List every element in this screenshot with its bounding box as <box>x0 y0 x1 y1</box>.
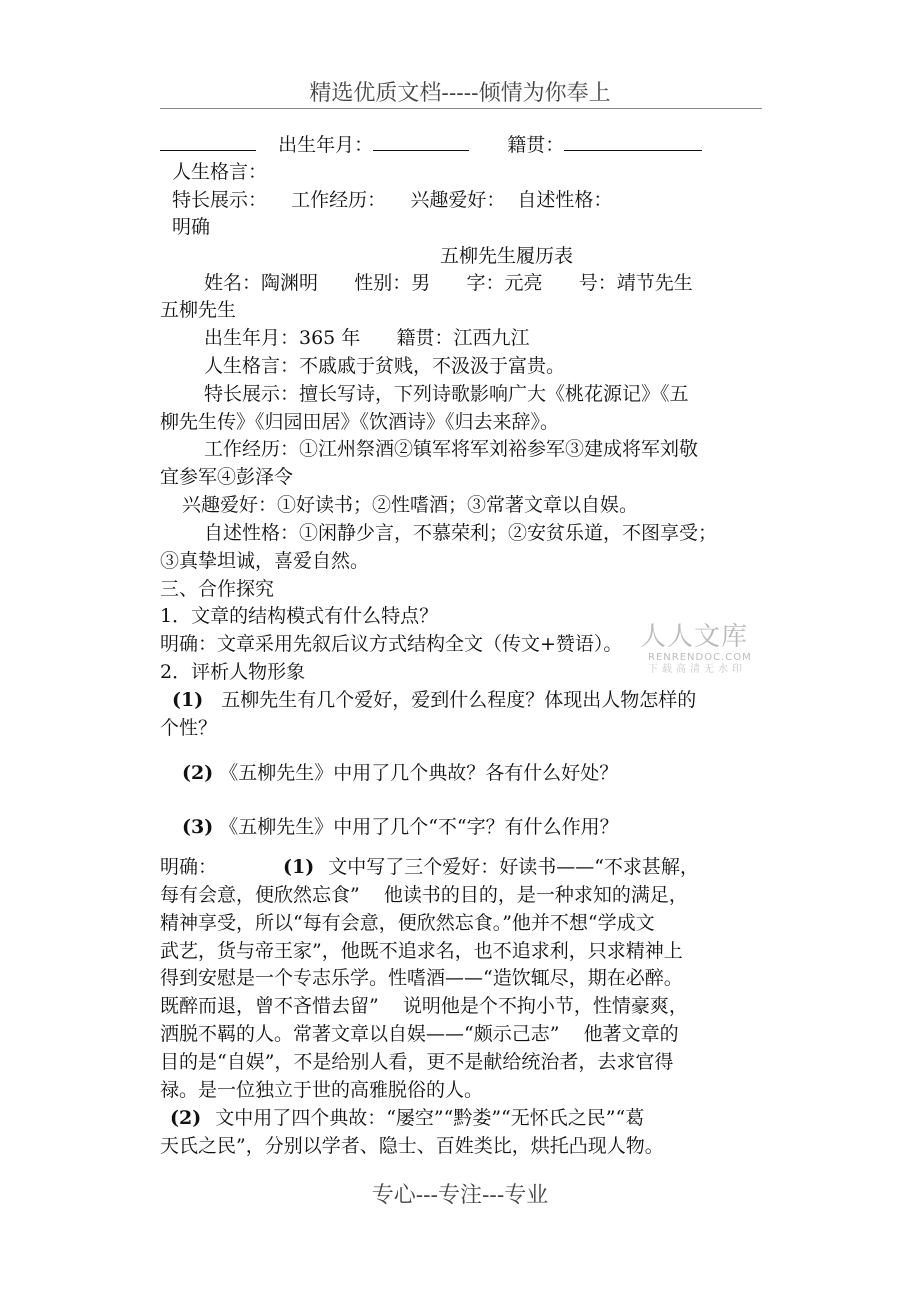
resume-name-line: 姓名：陶渊明 性别：男 字：元亮 号：靖节先生 <box>204 272 693 294</box>
sub-question-number: (3) <box>182 816 214 838</box>
answer-line: 武艺，货与帝王家”，他既不追求名，也不追求利，只求精神上 <box>160 940 683 962</box>
answer-label: 明确： <box>160 856 218 878</box>
form-fields-line: 特长展示： 工作经历： 兴趣爱好： 自述性格： <box>172 189 613 211</box>
answer-text: 文中用了四个典故：“屡空”“黔娄”“无怀氏之民”“葛 <box>215 1107 645 1129</box>
resume-skill-cont: 柳先生传》《归园田居》《饮酒诗》《归去来辞》。 <box>160 411 560 433</box>
sub-question-1 <box>172 688 696 712</box>
question-2: 2．评析人物形象 <box>160 661 306 683</box>
resume-hobby-line: 兴趣爱好：①好读书；②性嗜酒；③常著文章以自娱。 <box>182 494 639 516</box>
answer-line: 目的是“自娱”，不是给别人看，更不是献给统治者，去求官得 <box>160 1051 674 1073</box>
answer-number: (2) <box>170 1107 202 1129</box>
resume-personality-line: 自述性格：①闲静少言，不慕荣利；②安贫乐道，不图享受； <box>204 522 718 544</box>
resume-motto-line: 人生格言：不戚戚于贫贱，不汲汲于富贵。 <box>204 355 566 377</box>
birth-label: 出生年月： <box>278 134 374 156</box>
question-1: 1．文章的结构模式有什么特点？ <box>160 605 439 627</box>
watermark-url: RENRENDOC.COM <box>648 652 752 663</box>
sub-question-text: 《五柳先生》中用了几个典故？各有什么好处？ <box>219 762 619 784</box>
blank-underline <box>564 132 702 151</box>
answer-line: 精神享受，所以“每有会意，便欣然忘食。”他并不想“学成文 <box>160 912 655 934</box>
form-answer-label: 明确 <box>172 216 211 238</box>
resume-birth-line: 出生年月：365 年 籍贯：江西九江 <box>204 327 530 349</box>
answer-line: 既醉而退，曾不吝惜去留” 说明他是个不拘小节，性情豪爽， <box>160 995 688 1017</box>
answer-2-first-line <box>170 1106 644 1130</box>
sub-question-text: 五柳先生有几个爱好，爱到什么程度？体现出人物怎样的 <box>221 689 697 711</box>
origin-label: 籍贯： <box>507 134 565 156</box>
answer-block-first-line <box>160 855 699 879</box>
sub-question-text: 《五柳先生》中用了几个“不“字？有什么作用？ <box>219 816 619 838</box>
answer-line: 禄。是一位独立于世的高雅脱俗的人。 <box>160 1079 484 1101</box>
resume-name-cont: 五柳先生 <box>160 299 237 321</box>
sub-question-1-cont: 个性？ <box>160 717 218 739</box>
resume-skill-line: 特长展示：擅长写诗，下列诗歌影响广大《桃花源记》《五 <box>204 383 689 405</box>
watermark-logo <box>640 622 780 676</box>
watermark-title: 人人文库 <box>640 622 749 652</box>
resume-title: 五柳先生履历表 <box>440 245 574 267</box>
section-heading: 三、合作探究 <box>160 578 275 600</box>
answer-line: 洒脱不羁的人。常著文章以自娱——“颇示己志” 他著文章的 <box>160 1023 679 1045</box>
header-divider <box>160 108 762 109</box>
form-birth-origin-line <box>160 132 702 157</box>
page-footer: 专心---专注---专业 <box>371 1183 549 1208</box>
resume-personality-cont: ③真挚坦诚，喜爱自然。 <box>160 550 370 572</box>
answer-2-cont: 天氏之民”，分别以学者、隐士、百姓类比，烘托凸现人物。 <box>160 1135 664 1157</box>
resume-work-line: 工作经历：①江州祭酒②镇军将军刘裕参军③建成将军刘敬 <box>204 438 699 460</box>
resume-work-cont: 宜参军④彭泽令 <box>160 466 294 488</box>
answer-1: 明确：文章采用先叙后议方式结构全文（传文+赞语）。 <box>160 633 623 655</box>
blank-underline <box>160 132 256 151</box>
sub-question-number: (2) <box>182 762 214 784</box>
page-header: 精选优质文档-----倾情为你奉上 <box>309 81 611 106</box>
answer-line: 每有会意，便欣然忘食” 他读书的目的，是一种求知的满足， <box>160 884 688 906</box>
sub-question-number: (1) <box>172 689 204 711</box>
watermark-subtitle: 下载高清无水印 <box>648 664 746 675</box>
blank-underline <box>373 132 469 151</box>
answer-number: (1) <box>283 856 315 878</box>
sub-question-2 <box>182 761 618 785</box>
sub-question-3 <box>182 815 619 839</box>
form-motto-label: 人生格言： <box>172 161 268 183</box>
answer-line: 得到安慰是一个专志乐学。性嗜酒——“造饮辄尽，期在必醉。 <box>160 967 683 989</box>
answer-text: 文中写了三个爱好：好读书——“不求甚解， <box>328 856 699 878</box>
